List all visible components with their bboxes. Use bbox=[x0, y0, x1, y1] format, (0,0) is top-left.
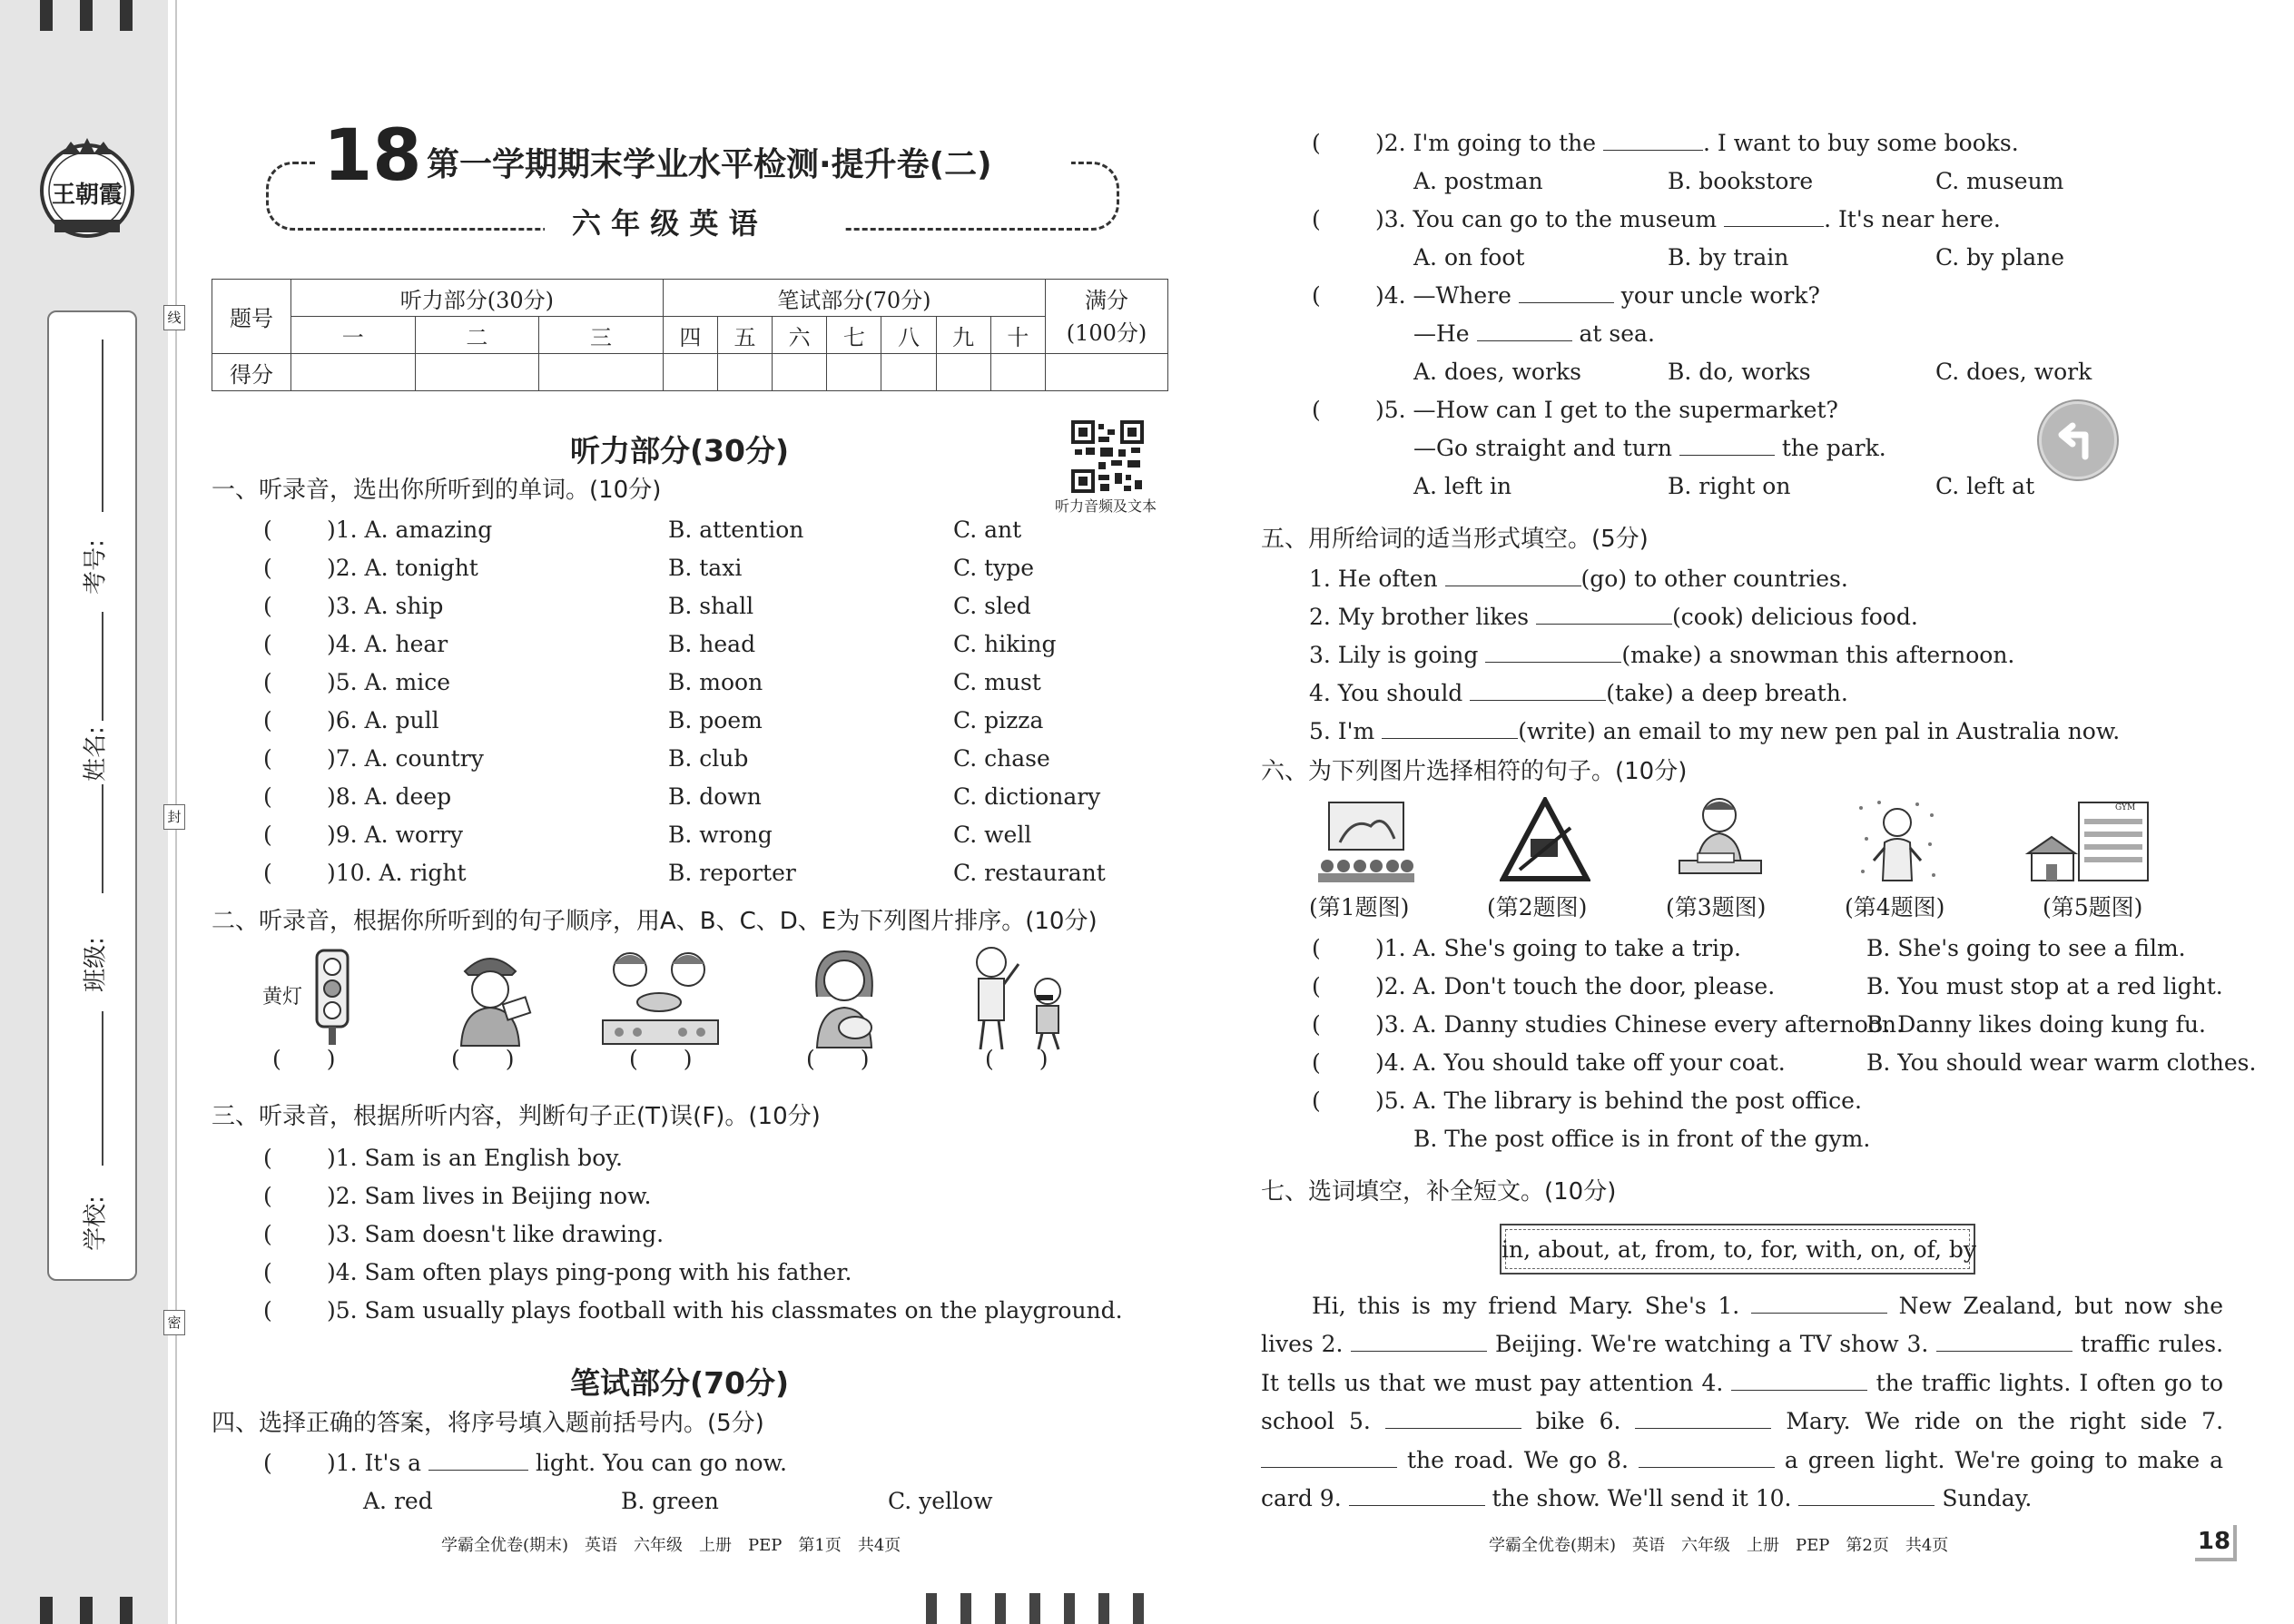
s1-opt-a: )8. A. deep bbox=[327, 783, 452, 810]
s5-word: (write) bbox=[1518, 718, 1596, 744]
s4-q4-stem-2 bbox=[1413, 320, 1655, 348]
s6-pic-snow-cold bbox=[1852, 797, 1943, 888]
p-text: Mary. We ride on the right side 7. bbox=[1786, 1408, 2224, 1435]
blank-4[interactable] bbox=[1731, 1370, 1867, 1391]
s4-q2-b: B. bookstore bbox=[1668, 168, 1814, 194]
s1-paren[interactable]: ( bbox=[263, 631, 272, 657]
score-cell[interactable] bbox=[291, 354, 416, 391]
s1-opt-c: C. ant bbox=[953, 517, 1022, 543]
blank-2[interactable] bbox=[1351, 1331, 1487, 1352]
score-cell[interactable] bbox=[773, 354, 827, 391]
s5-post: a deep breath. bbox=[1680, 680, 1848, 706]
s4-q1-paren[interactable]: ( bbox=[263, 1450, 272, 1476]
col-num: 一 bbox=[291, 317, 416, 354]
s6-pic-no-touch-sign bbox=[1500, 797, 1590, 883]
s1-opt-b: B. wrong bbox=[668, 822, 773, 848]
q2-blank[interactable] bbox=[1603, 130, 1703, 151]
p-text: a green light. We're going to make a card 9. bbox=[1261, 1446, 2224, 1512]
s1-opt-a: )7. A. country bbox=[327, 745, 484, 772]
s5-word: (cook) bbox=[1672, 604, 1744, 630]
s3-item: )1. Sam is an English boy. bbox=[327, 1145, 623, 1171]
light-label: 黄灯 bbox=[262, 986, 303, 1009]
s1-opt-a: )4. A. hear bbox=[327, 631, 448, 657]
s1-paren[interactable]: ( bbox=[263, 860, 272, 886]
q2-post: . I want to buy some books. bbox=[1703, 130, 2019, 156]
col-num: 七 bbox=[827, 317, 881, 354]
exam-number: 18 bbox=[323, 115, 422, 197]
s5-pre: 2. My brother likes bbox=[1309, 604, 1530, 630]
s3-paren[interactable]: ( bbox=[263, 1221, 272, 1247]
s4-q1-c: C. yellow bbox=[888, 1488, 993, 1514]
s6-caption-1: (第1题图) bbox=[1309, 894, 1410, 920]
writing-col: 笔试部分(70分) bbox=[663, 280, 1045, 317]
s5-word: (make) bbox=[1621, 642, 1702, 668]
s5-post: a snowman this afternoon. bbox=[1708, 642, 2015, 668]
s5-pre: 4. You should bbox=[1309, 680, 1463, 706]
s1-opt-b: B. reporter bbox=[668, 860, 796, 886]
exam-title: 第一学期期末学业水平检测·提升卷(二) bbox=[427, 146, 992, 183]
s4-q4-paren[interactable]: ( bbox=[1312, 282, 1321, 309]
s6-opt-a: )1. A. She's going to take a trip. bbox=[1375, 935, 1741, 961]
s5-item bbox=[1309, 718, 2120, 745]
listening-heading: 听力部分(30分) bbox=[570, 433, 790, 468]
s6-pic-buildings bbox=[2024, 799, 2151, 885]
col-num: 二 bbox=[415, 317, 539, 354]
p-text: show. We'll send it 10. bbox=[1536, 1485, 1792, 1512]
row-score: 得分 bbox=[212, 354, 291, 391]
s6-opt-b: B. She's going to see a film. bbox=[1866, 935, 2186, 961]
p-text: the bbox=[1406, 1446, 1444, 1473]
s2-answer-1[interactable]: ( ) bbox=[272, 1046, 336, 1072]
s1-paren[interactable]: ( bbox=[263, 707, 272, 733]
q4-blank-2[interactable] bbox=[1477, 320, 1572, 341]
back-button[interactable] bbox=[2039, 401, 2117, 479]
s4-q5-stem-2 bbox=[1413, 435, 1886, 462]
s4-q5-paren[interactable]: ( bbox=[1312, 397, 1321, 423]
total-label: 满分 bbox=[1085, 287, 1128, 313]
q2-pre: )2. I'm going to the bbox=[1375, 130, 1597, 156]
school-label: 学校: bbox=[82, 1196, 110, 1251]
s6-paren[interactable]: ( bbox=[1312, 1088, 1321, 1114]
s1-opt-c: C. well bbox=[953, 822, 1032, 848]
score-cell[interactable] bbox=[936, 354, 990, 391]
q1-blank[interactable] bbox=[428, 1450, 528, 1471]
s1-opt-b: B. poem bbox=[668, 707, 763, 733]
s1-opt-c: C. pizza bbox=[953, 707, 1044, 733]
s5-word: (go) bbox=[1580, 566, 1628, 592]
s4-q4-c: C. does, work bbox=[1935, 359, 2092, 385]
blank-3[interactable] bbox=[1936, 1331, 2072, 1352]
s6-opt-b: B. Danny likes doing kung fu. bbox=[1866, 1011, 2206, 1038]
s5-pre: 3. Lily is going bbox=[1309, 642, 1479, 668]
s1-opt-a: )10. A. right bbox=[327, 860, 467, 886]
s5-post: an email to my new pen pal in Australia now. bbox=[1602, 718, 2121, 744]
s6-paren[interactable]: ( bbox=[1312, 973, 1321, 999]
s3-paren[interactable]: ( bbox=[263, 1259, 272, 1285]
q3-blank[interactable] bbox=[1724, 206, 1824, 227]
s2-title: 二、听录音，根据你所听到的句子顺序，用A、B、C、D、E为下列图片排序。(10分) bbox=[212, 908, 1098, 935]
col-num: 四 bbox=[663, 317, 717, 354]
s5-item bbox=[1309, 604, 1918, 631]
s6-opt-b: B. The post office is in front of the gym. bbox=[1413, 1126, 1871, 1152]
col-num: 三 bbox=[539, 317, 664, 354]
s1-opt-b: B. moon bbox=[668, 669, 763, 695]
class-line[interactable] bbox=[102, 1011, 103, 1166]
s1-paren[interactable]: ( bbox=[263, 822, 272, 848]
s4-q4-b: B. do, works bbox=[1668, 359, 1811, 385]
p-text: Beijing. We're watching a TV show 3. bbox=[1495, 1331, 1929, 1358]
s4-q1-b: B. green bbox=[621, 1488, 719, 1514]
col-num: 八 bbox=[881, 317, 936, 354]
score-cell[interactable] bbox=[1046, 354, 1168, 391]
score-cell[interactable] bbox=[717, 354, 772, 391]
s4-q2-a: A. postman bbox=[1413, 168, 1543, 194]
writing-heading: 笔试部分(70分) bbox=[570, 1365, 790, 1401]
s5-post: to other countries. bbox=[1634, 566, 1848, 592]
q4-post2: at sea. bbox=[1579, 320, 1655, 347]
s4-q2-paren[interactable]: ( bbox=[1312, 130, 1321, 156]
s6-paren[interactable]: ( bbox=[1312, 1011, 1321, 1038]
s1-opt-b: B. head bbox=[668, 631, 756, 657]
blank-8[interactable] bbox=[1639, 1447, 1775, 1468]
s1-opt-c: C. must bbox=[953, 669, 1041, 695]
s1-opt-a: )9. A. worry bbox=[327, 822, 463, 848]
s4-q2-stem bbox=[1375, 130, 2019, 157]
q4-pre: )4. —Where bbox=[1375, 282, 1511, 309]
s1-opt-b: B. down bbox=[668, 783, 762, 810]
p-text: bike 6. bbox=[1535, 1408, 1621, 1435]
s1-opt-a: )3. A. ship bbox=[327, 593, 444, 619]
s6-title: 六、为下列图片选择相符的句子。(10分) bbox=[1261, 758, 1688, 785]
s4-q3-paren[interactable]: ( bbox=[1312, 206, 1321, 232]
s6-pic-boy-writing bbox=[1670, 792, 1766, 887]
blank-6[interactable] bbox=[1635, 1408, 1771, 1429]
s5-item bbox=[1309, 566, 1848, 593]
s7-title: 七、选词填空，补全短文。(10分) bbox=[1261, 1178, 1617, 1206]
p-text: New Zealand, but now she lives bbox=[1261, 1293, 2224, 1358]
p-text: 5. bbox=[1348, 1408, 1371, 1435]
p-text: road. We go 8. bbox=[1453, 1446, 1629, 1473]
s3-item: )5. Sam usually plays football with his classmates on the playground. bbox=[327, 1297, 1123, 1324]
s4-q5-stem: )5. —How can I get to the supermarket? bbox=[1375, 397, 1838, 423]
s4-q3-b: B. by train bbox=[1668, 244, 1789, 271]
p-text: 2. bbox=[1321, 1331, 1344, 1358]
s5-pre: 1. He often bbox=[1309, 566, 1438, 592]
s6-opt-a: )5. A. The library is behind the post office. bbox=[1375, 1088, 1862, 1114]
p-text: traffic rules. It tells bbox=[1261, 1331, 2224, 1396]
col-num: 十 bbox=[990, 317, 1045, 354]
s2-pic-girl-with-cat bbox=[799, 942, 890, 1051]
q3-post: . It's near here. bbox=[1824, 206, 2001, 232]
s1-paren[interactable]: ( bbox=[263, 745, 272, 772]
q5-pre2: —Go straight and turn bbox=[1413, 435, 1672, 461]
s6-paren[interactable]: ( bbox=[1312, 1049, 1321, 1076]
side-mark-2: 封 bbox=[163, 804, 185, 830]
s3-paren[interactable]: ( bbox=[263, 1145, 272, 1171]
s3-title: 三、听录音，根据所听内容，判断句子正(T)误(F)。(10分) bbox=[212, 1103, 821, 1130]
blank-1[interactable] bbox=[1751, 1293, 1887, 1314]
s3-item: )3. Sam doesn't like drawing. bbox=[327, 1221, 665, 1247]
s6-opt-a: )3. A. Danny studies Chinese every afternoon. bbox=[1375, 1011, 1904, 1038]
s3-item: )4. Sam often plays ping-pong with his father. bbox=[327, 1259, 852, 1285]
s5-blank[interactable] bbox=[1485, 642, 1621, 663]
side-mark-1: 线 bbox=[163, 305, 185, 330]
blank-5[interactable] bbox=[1385, 1408, 1521, 1429]
footer-left: 学霸全优卷(期末) 英语 六年级 上册 PEP 第1页 共4页 bbox=[441, 1536, 901, 1555]
s6-caption-2: (第2题图) bbox=[1487, 894, 1588, 920]
page-number: 18 bbox=[2195, 1525, 2237, 1561]
s4-q5-b: B. right on bbox=[1668, 473, 1791, 499]
q1-pre: )1. It's a bbox=[327, 1450, 422, 1476]
s1-opt-c: C. restaurant bbox=[953, 860, 1106, 886]
s3-paren[interactable]: ( bbox=[263, 1183, 272, 1209]
s1-paren[interactable]: ( bbox=[263, 517, 272, 543]
qr-code[interactable] bbox=[1071, 420, 1144, 493]
q4-blank-1[interactable] bbox=[1519, 282, 1614, 303]
s1-opt-a: )1. A. amazing bbox=[327, 517, 493, 543]
s6-opt-a: )4. A. You should take off your coat. bbox=[1375, 1049, 1786, 1076]
s3-paren[interactable]: ( bbox=[263, 1297, 272, 1324]
score-table bbox=[212, 279, 1168, 391]
name-line[interactable] bbox=[102, 612, 103, 721]
s2-pic-postman bbox=[445, 944, 536, 1048]
s1-opt-b: B. shall bbox=[668, 593, 754, 619]
s1-opt-c: C. chase bbox=[953, 745, 1050, 772]
q5-post2: the park. bbox=[1781, 435, 1886, 461]
listening-col: 听力部分(30分) bbox=[291, 280, 664, 317]
score-cell[interactable] bbox=[539, 354, 664, 391]
score-cell[interactable] bbox=[663, 354, 717, 391]
total-value: (100分) bbox=[1066, 320, 1147, 346]
s5-item bbox=[1309, 642, 2014, 669]
p-text: Hi, this is my friend Mary. She's 1. bbox=[1312, 1293, 1740, 1319]
s2-answer-2[interactable]: ( ) bbox=[451, 1046, 515, 1072]
score-cell[interactable] bbox=[881, 354, 936, 391]
q1-post: light. You can go now. bbox=[535, 1450, 787, 1476]
s4-q3-c: C. by plane bbox=[1935, 244, 2065, 271]
s7-passage bbox=[1261, 1287, 2223, 1518]
s2-answer-3[interactable]: ( ) bbox=[629, 1046, 693, 1072]
col-num: 九 bbox=[936, 317, 990, 354]
s6-opt-a: )2. A. Don't touch the door, please. bbox=[1375, 973, 1776, 999]
q3-pre: )3. You can go to the museum bbox=[1375, 206, 1718, 232]
s1-paren[interactable]: ( bbox=[263, 669, 272, 695]
qr-caption: 听力音频及文本 bbox=[1055, 497, 1157, 515]
s1-paren[interactable]: ( bbox=[263, 555, 272, 581]
class-label: 班级: bbox=[82, 937, 110, 992]
student-info-box bbox=[47, 310, 137, 1281]
exam-no-line[interactable] bbox=[102, 340, 103, 512]
s2-answer-5[interactable]: ( ) bbox=[985, 1046, 1049, 1072]
word-bank bbox=[1500, 1224, 1975, 1275]
s6-opt-b: B. You should wear warm clothes. bbox=[1866, 1049, 2257, 1076]
s4-q1-stem bbox=[327, 1450, 787, 1477]
s4-q3-a: A. on foot bbox=[1413, 244, 1525, 271]
gym-label: GYM bbox=[2115, 803, 2136, 812]
s6-paren[interactable]: ( bbox=[1312, 935, 1321, 961]
name-label: 姓名: bbox=[82, 726, 110, 782]
s3-item: )2. Sam lives in Beijing now. bbox=[327, 1183, 652, 1209]
s4-q4-a: A. does, works bbox=[1413, 359, 1581, 385]
total-col bbox=[1046, 280, 1168, 354]
s2-pic-children-cooking bbox=[599, 942, 722, 1051]
blank-7[interactable] bbox=[1261, 1447, 1397, 1468]
score-cell[interactable] bbox=[990, 354, 1045, 391]
s1-opt-c: C. dictionary bbox=[953, 783, 1101, 810]
s4-q5-c: C. left at bbox=[1935, 473, 2035, 499]
s6-caption-5: (第5题图) bbox=[2043, 894, 2143, 920]
s1-opt-c: C. sled bbox=[953, 593, 1031, 619]
s2-pic-greeting bbox=[953, 940, 1080, 1051]
s1-paren[interactable]: ( bbox=[263, 593, 272, 619]
logo-text: 王朝霞 bbox=[51, 182, 123, 209]
p-text: Sunday. bbox=[1942, 1485, 2033, 1512]
s6-pic-cinema bbox=[1316, 799, 1416, 885]
footer-right: 学霸全优卷(期末) 英语 六年级 上册 PEP 第2页 共4页 bbox=[1489, 1536, 1949, 1555]
s1-opt-a: )2. A. tonight bbox=[327, 555, 478, 581]
brand-logo bbox=[34, 134, 140, 240]
s5-pre: 5. I'm bbox=[1309, 718, 1375, 744]
s1-opt-b: B. attention bbox=[668, 517, 804, 543]
s5-blank[interactable] bbox=[1445, 566, 1581, 586]
q5-blank[interactable] bbox=[1679, 435, 1775, 456]
s4-q2-c: C. museum bbox=[1935, 168, 2064, 194]
p-text: the bbox=[1492, 1485, 1530, 1512]
exam-no-label: 考号: bbox=[82, 539, 110, 595]
col-num: 六 bbox=[773, 317, 827, 354]
blank-9[interactable] bbox=[1349, 1485, 1485, 1506]
score-cell[interactable] bbox=[827, 354, 881, 391]
s2-pic-traffic-light bbox=[259, 947, 368, 1047]
col-num: 五 bbox=[717, 317, 772, 354]
s5-post: delicious food. bbox=[1750, 604, 1918, 630]
s5-blank[interactable] bbox=[1536, 604, 1672, 625]
word-bank-text: in, about, at, from, to, for, with, on, of, by bbox=[1501, 1236, 1976, 1263]
s6-caption-3: (第3题图) bbox=[1666, 894, 1767, 920]
s1-opt-b: B. taxi bbox=[668, 555, 743, 581]
s5-item bbox=[1309, 680, 1848, 707]
p-text: us that we must pay attention 4. bbox=[1344, 1369, 1724, 1396]
blank-10[interactable] bbox=[1798, 1485, 1935, 1506]
return-arrow-icon bbox=[2042, 404, 2114, 477]
s1-opt-a: )5. A. mice bbox=[327, 669, 450, 695]
s5-blank[interactable] bbox=[1470, 680, 1606, 701]
s4-q5-a: A. left in bbox=[1413, 473, 1512, 499]
side-mark-3: 密 bbox=[163, 1310, 185, 1335]
s1-opt-c: C. hiking bbox=[953, 631, 1057, 657]
name-line-2[interactable] bbox=[102, 784, 103, 893]
s5-blank[interactable] bbox=[1382, 718, 1518, 739]
s1-title: 一、听录音，选出你所听到的单词。(10分) bbox=[212, 477, 662, 504]
s4-title: 四、选择正确的答案，将序号填入题前括号内。(5分) bbox=[212, 1410, 764, 1437]
col-id: 题号 bbox=[212, 280, 291, 354]
score-cell[interactable] bbox=[415, 354, 539, 391]
s5-title: 五、用所给词的适当形式填空。(5分) bbox=[1261, 526, 1649, 553]
s4-q3-stem bbox=[1375, 206, 2001, 233]
s1-opt-c: C. type bbox=[953, 555, 1035, 581]
s1-opt-b: B. club bbox=[668, 745, 749, 772]
q4-post: your uncle work? bbox=[1620, 282, 1820, 309]
s4-q4-stem bbox=[1375, 282, 1820, 310]
exam-subtitle: 六 年 级 英 语 bbox=[572, 206, 758, 241]
s4-q1-a: A. red bbox=[363, 1488, 433, 1514]
s2-answer-4[interactable]: ( ) bbox=[806, 1046, 870, 1072]
s1-paren[interactable]: ( bbox=[263, 783, 272, 810]
s5-word: (take) bbox=[1606, 680, 1674, 706]
q4-pre2: —He bbox=[1413, 320, 1470, 347]
p-text: the traffic lights. I often go to school bbox=[1261, 1369, 2223, 1435]
bottom-tick-marks bbox=[926, 1593, 1153, 1624]
s6-caption-4: (第4题图) bbox=[1845, 894, 1945, 920]
s6-opt-b: B. You must stop at a red light. bbox=[1866, 973, 2223, 999]
s1-opt-a: )6. A. pull bbox=[327, 707, 439, 733]
